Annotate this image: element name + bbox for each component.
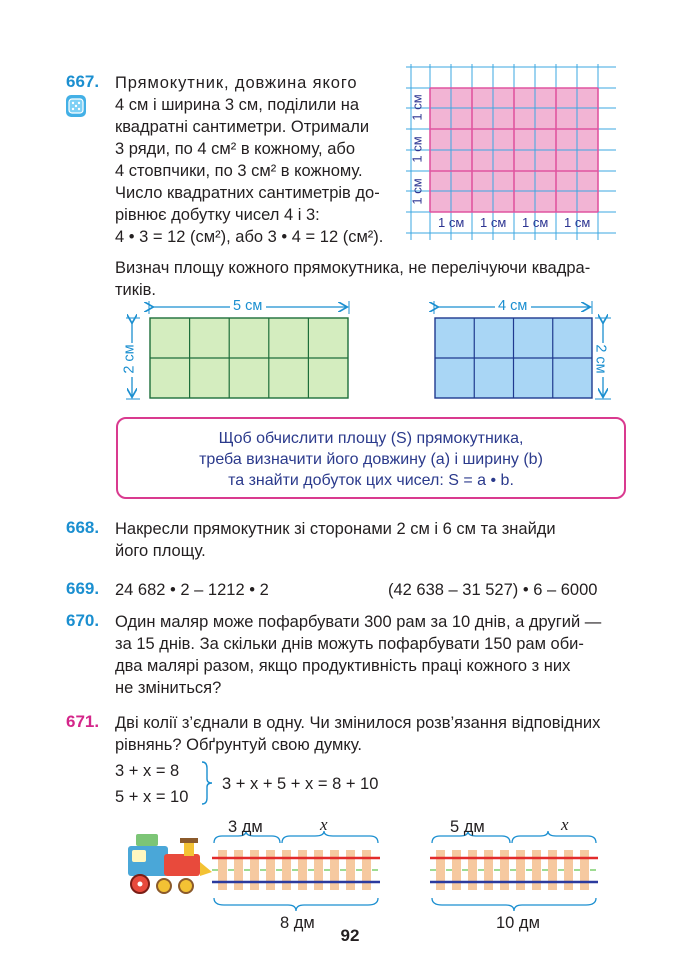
track-label-left: 3 дм (228, 818, 263, 836)
ex668-text (115, 518, 635, 562)
ex671-text (115, 712, 635, 756)
text-line: 4 см і ширина 3 см, поділили на (115, 96, 360, 114)
ex669-expression-1: 24 682 • 2 – 1212 • 2 (115, 581, 269, 599)
exercise-number: 669. (66, 579, 100, 598)
text-line: два малярі разом, якщо продуктивність праці кожного з них (115, 657, 571, 675)
grid-label-bottom: 1 см (480, 215, 507, 230)
rule-box (116, 417, 626, 499)
text-line: його площу. (115, 542, 206, 560)
exercise-number: 667. (66, 72, 100, 91)
width-label: 5 см (233, 298, 263, 314)
track-label-total: 8 дм (280, 914, 315, 932)
text-line: Прямокутник, довжина якого (115, 74, 358, 92)
exercise-number: 668. (66, 518, 100, 537)
track-2-figure (428, 812, 603, 942)
blue-rectangle-figure (425, 296, 625, 406)
height-label: 2 см (592, 344, 609, 374)
text-line: Один маляр може пофарбувати 300 рам за 10 днів, а другий — (115, 613, 602, 631)
text-line: Дві колії з’єднали в одну. Чи змінилося розв’язання відповідних (115, 714, 601, 732)
text-line: рівнянь? Обґрунтуй свою думку. (115, 736, 362, 754)
height-label: 2 см (121, 344, 138, 374)
grid-label-bottom: 1 см (438, 215, 465, 230)
width-label: 4 см (498, 298, 528, 314)
rule-line: та знайти добуток цих чисел: S = a • b. (228, 472, 514, 489)
grid-label-side: 1 см (409, 136, 425, 163)
exercise-number: 671. (66, 712, 100, 731)
text-line: рівнює добутку чисел 4 і 3: (115, 206, 320, 224)
rule-line: треба визначити його довжину (a) і ширину (b) (199, 451, 543, 468)
text-line: 4 стовпчики, по 3 см² в кожному. (115, 162, 363, 180)
train-icon (124, 828, 214, 898)
ex667-formula: 4 • 3 = 12 (см²), або 3 • 4 = 12 (см²). (115, 228, 384, 246)
text-line: Накресли прямокутник зі сторонами 2 см і 6 см та знайди (115, 520, 556, 538)
text-line: не зміниться? (115, 679, 222, 697)
track-1-figure (210, 812, 385, 942)
ex667-text (115, 72, 391, 226)
rule-line: Щоб обчислити площу (S) прямокутника, (218, 430, 524, 447)
grid-label-side: 1 см (409, 94, 425, 121)
grid-label-bottom: 1 см (564, 215, 591, 230)
track-label-x: x (320, 815, 328, 834)
ex670-text (115, 611, 635, 699)
equation-1: 3 + x = 8 (115, 762, 180, 780)
ex667-task (115, 257, 635, 301)
green-rectangle-figure (120, 296, 360, 406)
text-line: за 15 днів. За скільки днів можуть пофарбувати 150 рам оби- (115, 635, 584, 653)
ex669-expression-2: (42 638 – 31 527) • 6 – 6000 (388, 581, 598, 599)
text-line: квадратні сантиметри. Отримали (115, 118, 370, 136)
grid-label-side: 1 см (409, 178, 425, 205)
brace-icon (200, 760, 214, 806)
text-line: 3 ряди, по 4 см² в кожному, або (115, 140, 355, 158)
text-line: тиків. (115, 281, 157, 299)
track-label-left: 5 дм (450, 818, 485, 836)
exercise-number: 670. (66, 611, 100, 630)
dice-icon (66, 95, 86, 117)
square-grid-illustration (406, 64, 616, 240)
equation-2: 5 + x = 10 (115, 788, 189, 806)
equation-combined: 3 + x + 5 + x = 8 + 10 (222, 775, 379, 793)
grid-label-bottom: 1 см (522, 215, 549, 230)
track-label-x: x (561, 815, 569, 834)
track-label-total: 10 дм (496, 914, 540, 932)
text-line: Число квадратних сантиметрів до- (115, 184, 380, 202)
text-line: Визнач площу кожного прямокутника, не перелічуючи квадра- (115, 259, 591, 277)
page-number: 92 (340, 926, 360, 945)
